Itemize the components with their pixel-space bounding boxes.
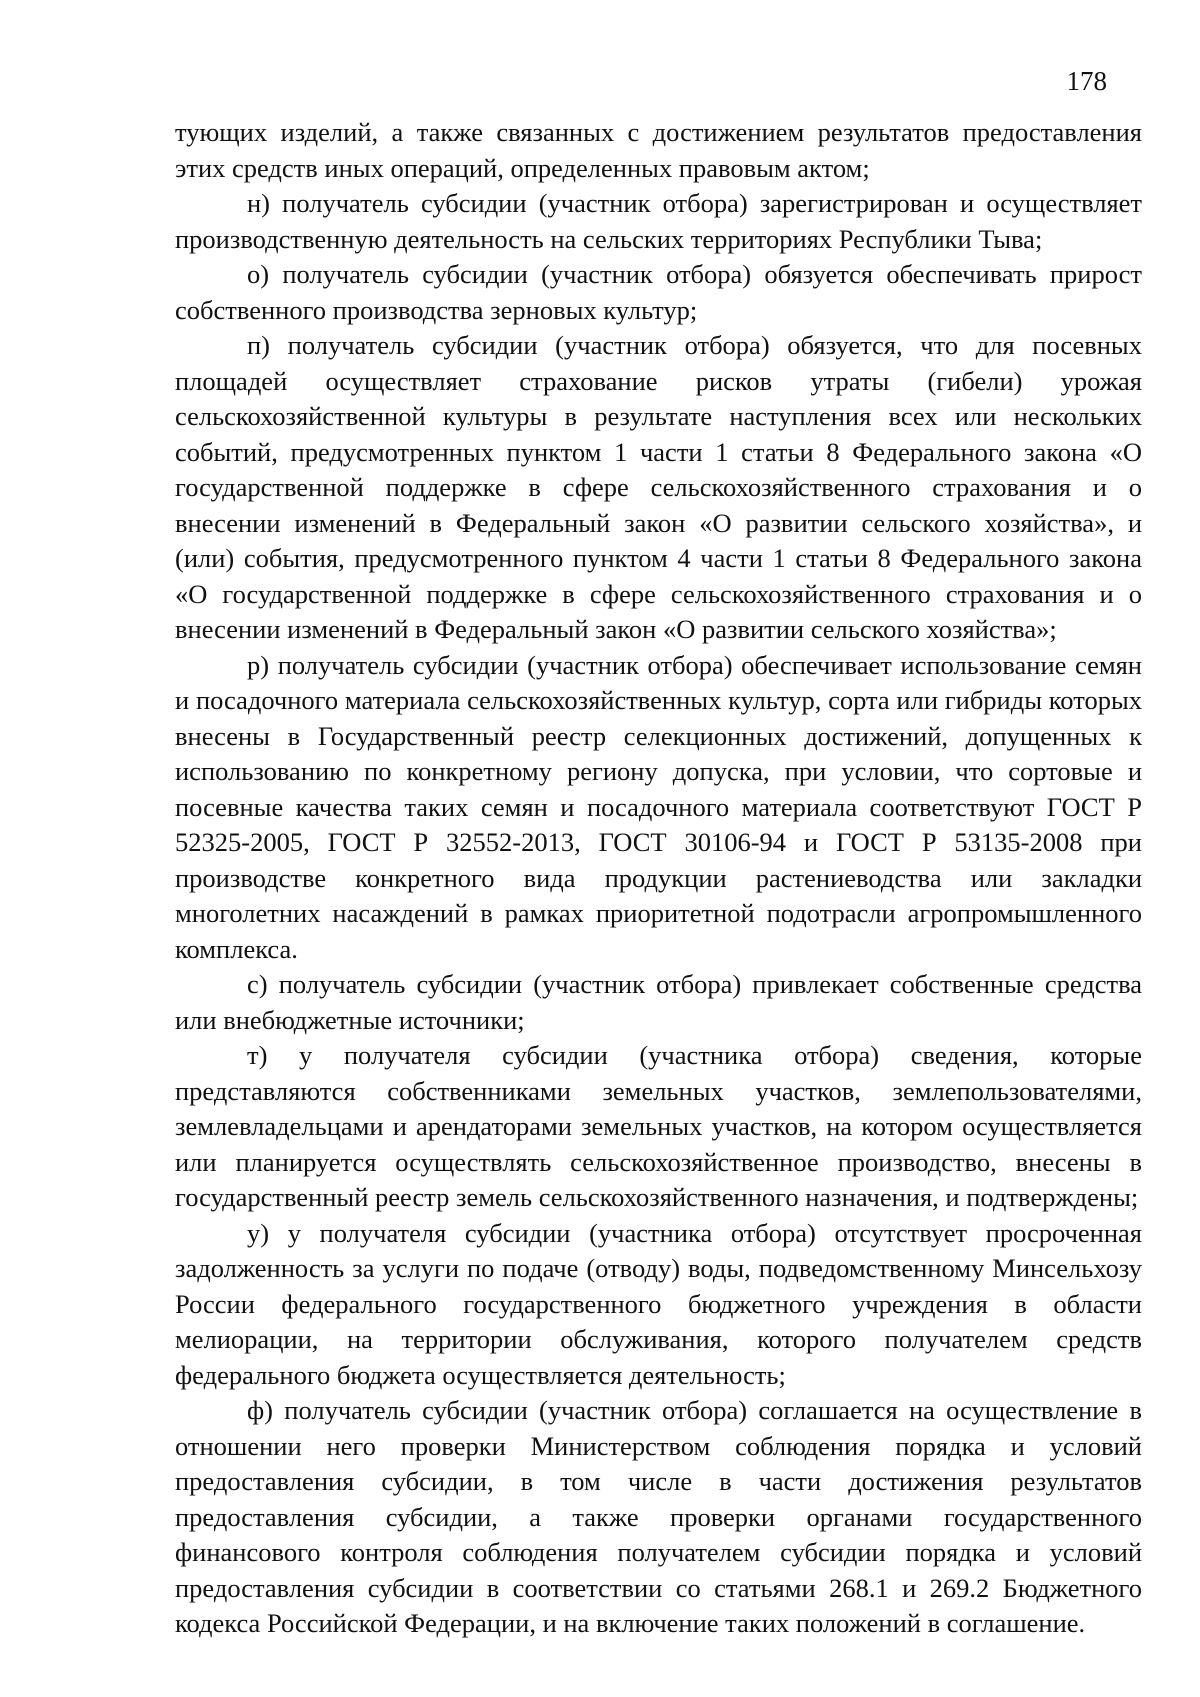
paragraph-item-p: п) получатель субсидии (участник отбора) обязуется, что для посевных площадей осуществляет страхование рисков утраты (гибели) урожая сельскохозяйственной культуры в результате наступления всех или нескольких событий, предусмотренных пунктом 1 части 1 статьи 8 Федерального закона «О государственной поддержке в сфере сельскохозяйственного страхования и о внесении изменений в Федеральный закон «О развитии сельского хозяйства», и (или) события, предусмотренного пунктом 4 части 1 статьи 8 Федерального закона «О государственной поддержке в сфере сельскохозяйственного страхования и о внесении изменений в Федеральный закон «О развитии сельского хозяйства»;	[175, 330, 1142, 644]
paragraph-item-t: т) у получателя субсидии (участника отбора) сведения, которые представляются собственниками земельных участков, землепользователями, землевладельцами и арендаторами земельных участков, на котором осуществляется или планируется осуществлять сельскохозяйственное производство, внесены в государственный реестр земель сельскохозяйственного назначения, и подтверждены;	[175, 1040, 1142, 1212]
paragraph-continuation: тующих изделий, а также связанных с достижением результатов предоставления этих средств иных операций, определенных правовым актом;	[175, 117, 1142, 183]
document-body	[175, 115, 1142, 1642]
paragraph-item-r: р) получатель субсидии (участник отбора) обеспечивает использование семян и посадочного материала сельскохозяйственных культур, сорта или гибриды которых внесены в Государственный реестр селекционных достижений, допущенных к использованию по конкретному региону допуска, при условии, что сортовые и посевные качества таких семян и посадочного материала соответствуют ГОСТ Р 52325-2005, ГОСТ Р 32552-2013, ГОСТ 30106-94 и ГОСТ Р 53135-2008 при производстве конкретного вида продукции растениеводства или закладки многолетних насаждений в рамках приоритетной подотрасли агропромышленного комплекса.	[175, 649, 1142, 964]
paragraph-item-s: с) получатель субсидии (участник отбора) привлекает собственные средства или внебюджетные источники;	[175, 969, 1142, 1035]
paragraph-item-o: о) получатель субсидии (участник отбора) обязуется обеспечивать прирост собственного производства зерновых культур;	[175, 259, 1142, 325]
paragraph-item-f: ф) получатель субсидии (участник отбора) соглашается на осуществление в отношении него проверки Министерством соблюдения порядка и условий предоставления субсидии, в том числе в части достижения результатов предоставления субсидии, а также проверки органами государственного финансового контроля соблюдения получателем субсидии порядка и условий предоставления субсидии в соответствии со статьями 268.1 и 269.2 Бюджетного кодекса Российской Федерации, и на включение таких положений в соглашение.	[175, 1395, 1142, 1638]
paragraph-item-n: н) получатель субсидии (участник отбора) зарегистрирован и осуществляет производственную деятельность на сельских территориях Республики Тыва;	[175, 188, 1142, 254]
page-number: 178	[1066, 66, 1107, 96]
paragraph-item-u: у) у получателя субсидии (участника отбора) отсутствует просроченная задолженность за услуги по подаче (отводу) воды, подведомственному Минсельхозу России федерального государственного бюджетного учреждения в области мелиорации, на территории обслуживания, которого получателем средств федерального бюджета осуществляется деятельность;	[175, 1217, 1142, 1390]
